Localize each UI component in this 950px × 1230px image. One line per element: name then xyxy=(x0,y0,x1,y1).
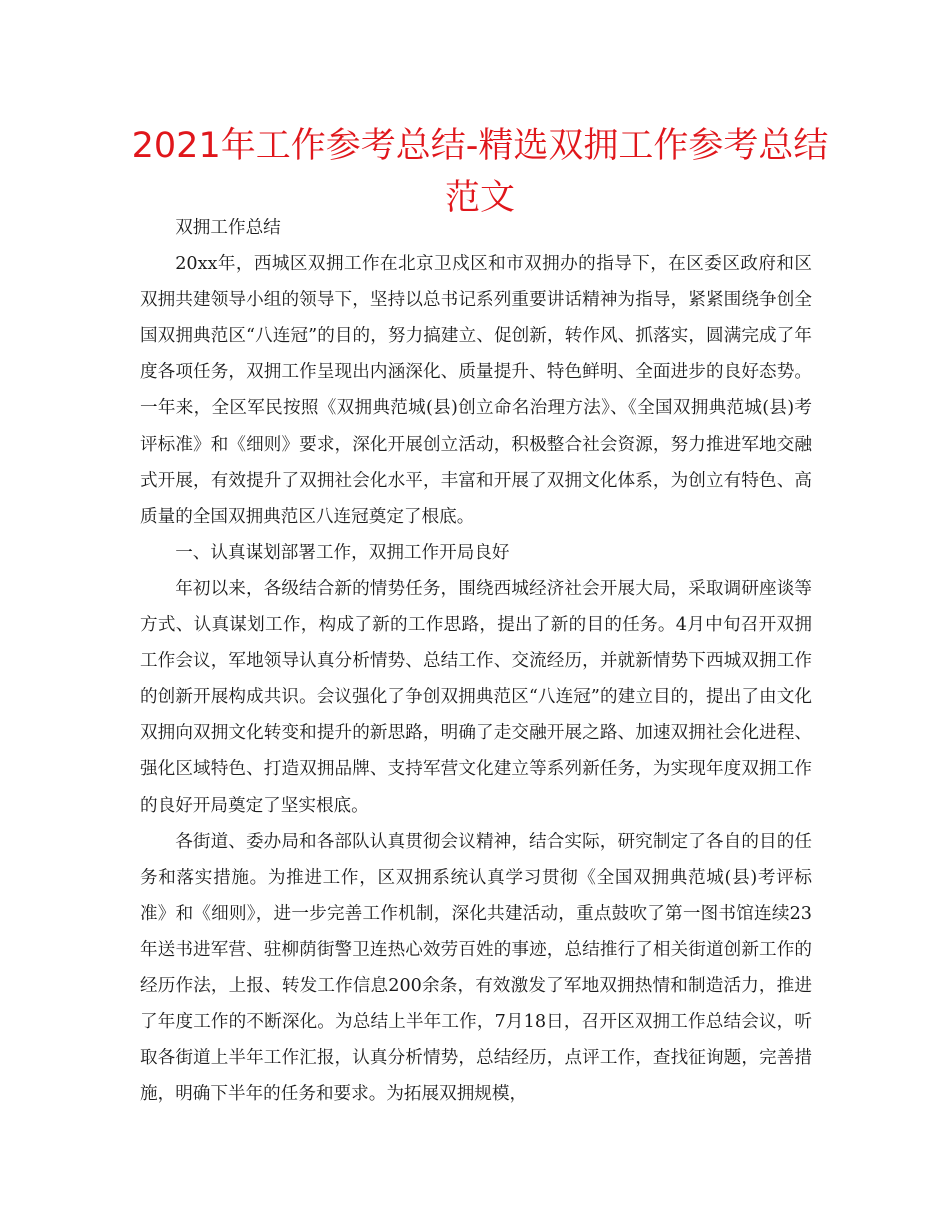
document-title: 2021年工作参考总结-精选双拥工作参考总结范文 xyxy=(131,126,829,218)
paragraph: 双拥工作总结 xyxy=(175,218,281,238)
section-heading: 一、认真谋划部署工作，双拥工作开局良好 xyxy=(175,542,510,563)
document-body xyxy=(140,210,812,1112)
paragraph: 各街道、委办局和各部队认真贯彻会议精神，结合实际，研究制定了各自的目的任务和落实措施。为推进工作，区双拥系统认真学习贯彻《全国双拥典范城(县)考评标准》和《细则》，进一步完善工作机制，深化共建活动，重点鼓吹了第一图书馆连续23年送书进军营、驻柳荫街警卫连热心效劳百姓的事迹，总结推行了相关街道创新工作的经历作法，上报、转发工作信息200余条，有效激发了军地双拥热情和制造活力，推进了年度工作的不断深化。为总结上半年工作，7月18日，召开区双拥工作总结会议，听取各街道上半年工作汇报，认真分析情势，总结经历，点评工作，查找征询题，完善措施，明确下半年的任务和要求。为拓展双拥规模， xyxy=(140,831,812,1105)
paragraph: 年初以来，各级结合新的情势任务，围绕西城经济社会开展大局，采取调研座谈等方式、认真谋划工作，构成了新的工作思路，提出了新的目的任务。4月中旬召开双拥工作会议，军地领导认真分析情势、总结工作、交流经历，并就新情势下西城双拥工作的创新开展构成共识。会议强化了争创双拥典范区“八连冠”的建立目的，提出了由文化双拥向双拥文化转变和提升的新思路，明确了走交融开展之路、加速双拥社会化进程、强化区域特色、打造双拥品牌、支持军营文化建立等系列新任务，为实现年度双拥工作的良好开局奠定了坚实根底。 xyxy=(140,578,812,816)
paragraph: 20xx年，西城区双拥工作在北京卫戍区和市双拥办的指导下，在区委区政府和区双拥共建领导小组的领导下，坚持以总书记系列重要讲话精神为指导，紧紧围绕争创全国双拥典范区“八连冠”的目的，努力搞建立、促创新，转作风、抓落实，圆满完成了年度各项任务，双拥工作呈现出内涵深化、质量提升、特色鲜明、全面进步的良好态势。一年来，全区军民按照《双拥典范城(县)创立命名治理方法》、《全国双拥典范城(县)考评标准》和《细则》要求，深化开展创立活动，积极整合社会资源，努力推进军地交融式开展，有效提升了双拥社会化水平，丰富和开展了双拥文化体系，为创立有特色、高质量的全国双拥典范区八连冠奠定了根底。 xyxy=(140,254,812,527)
